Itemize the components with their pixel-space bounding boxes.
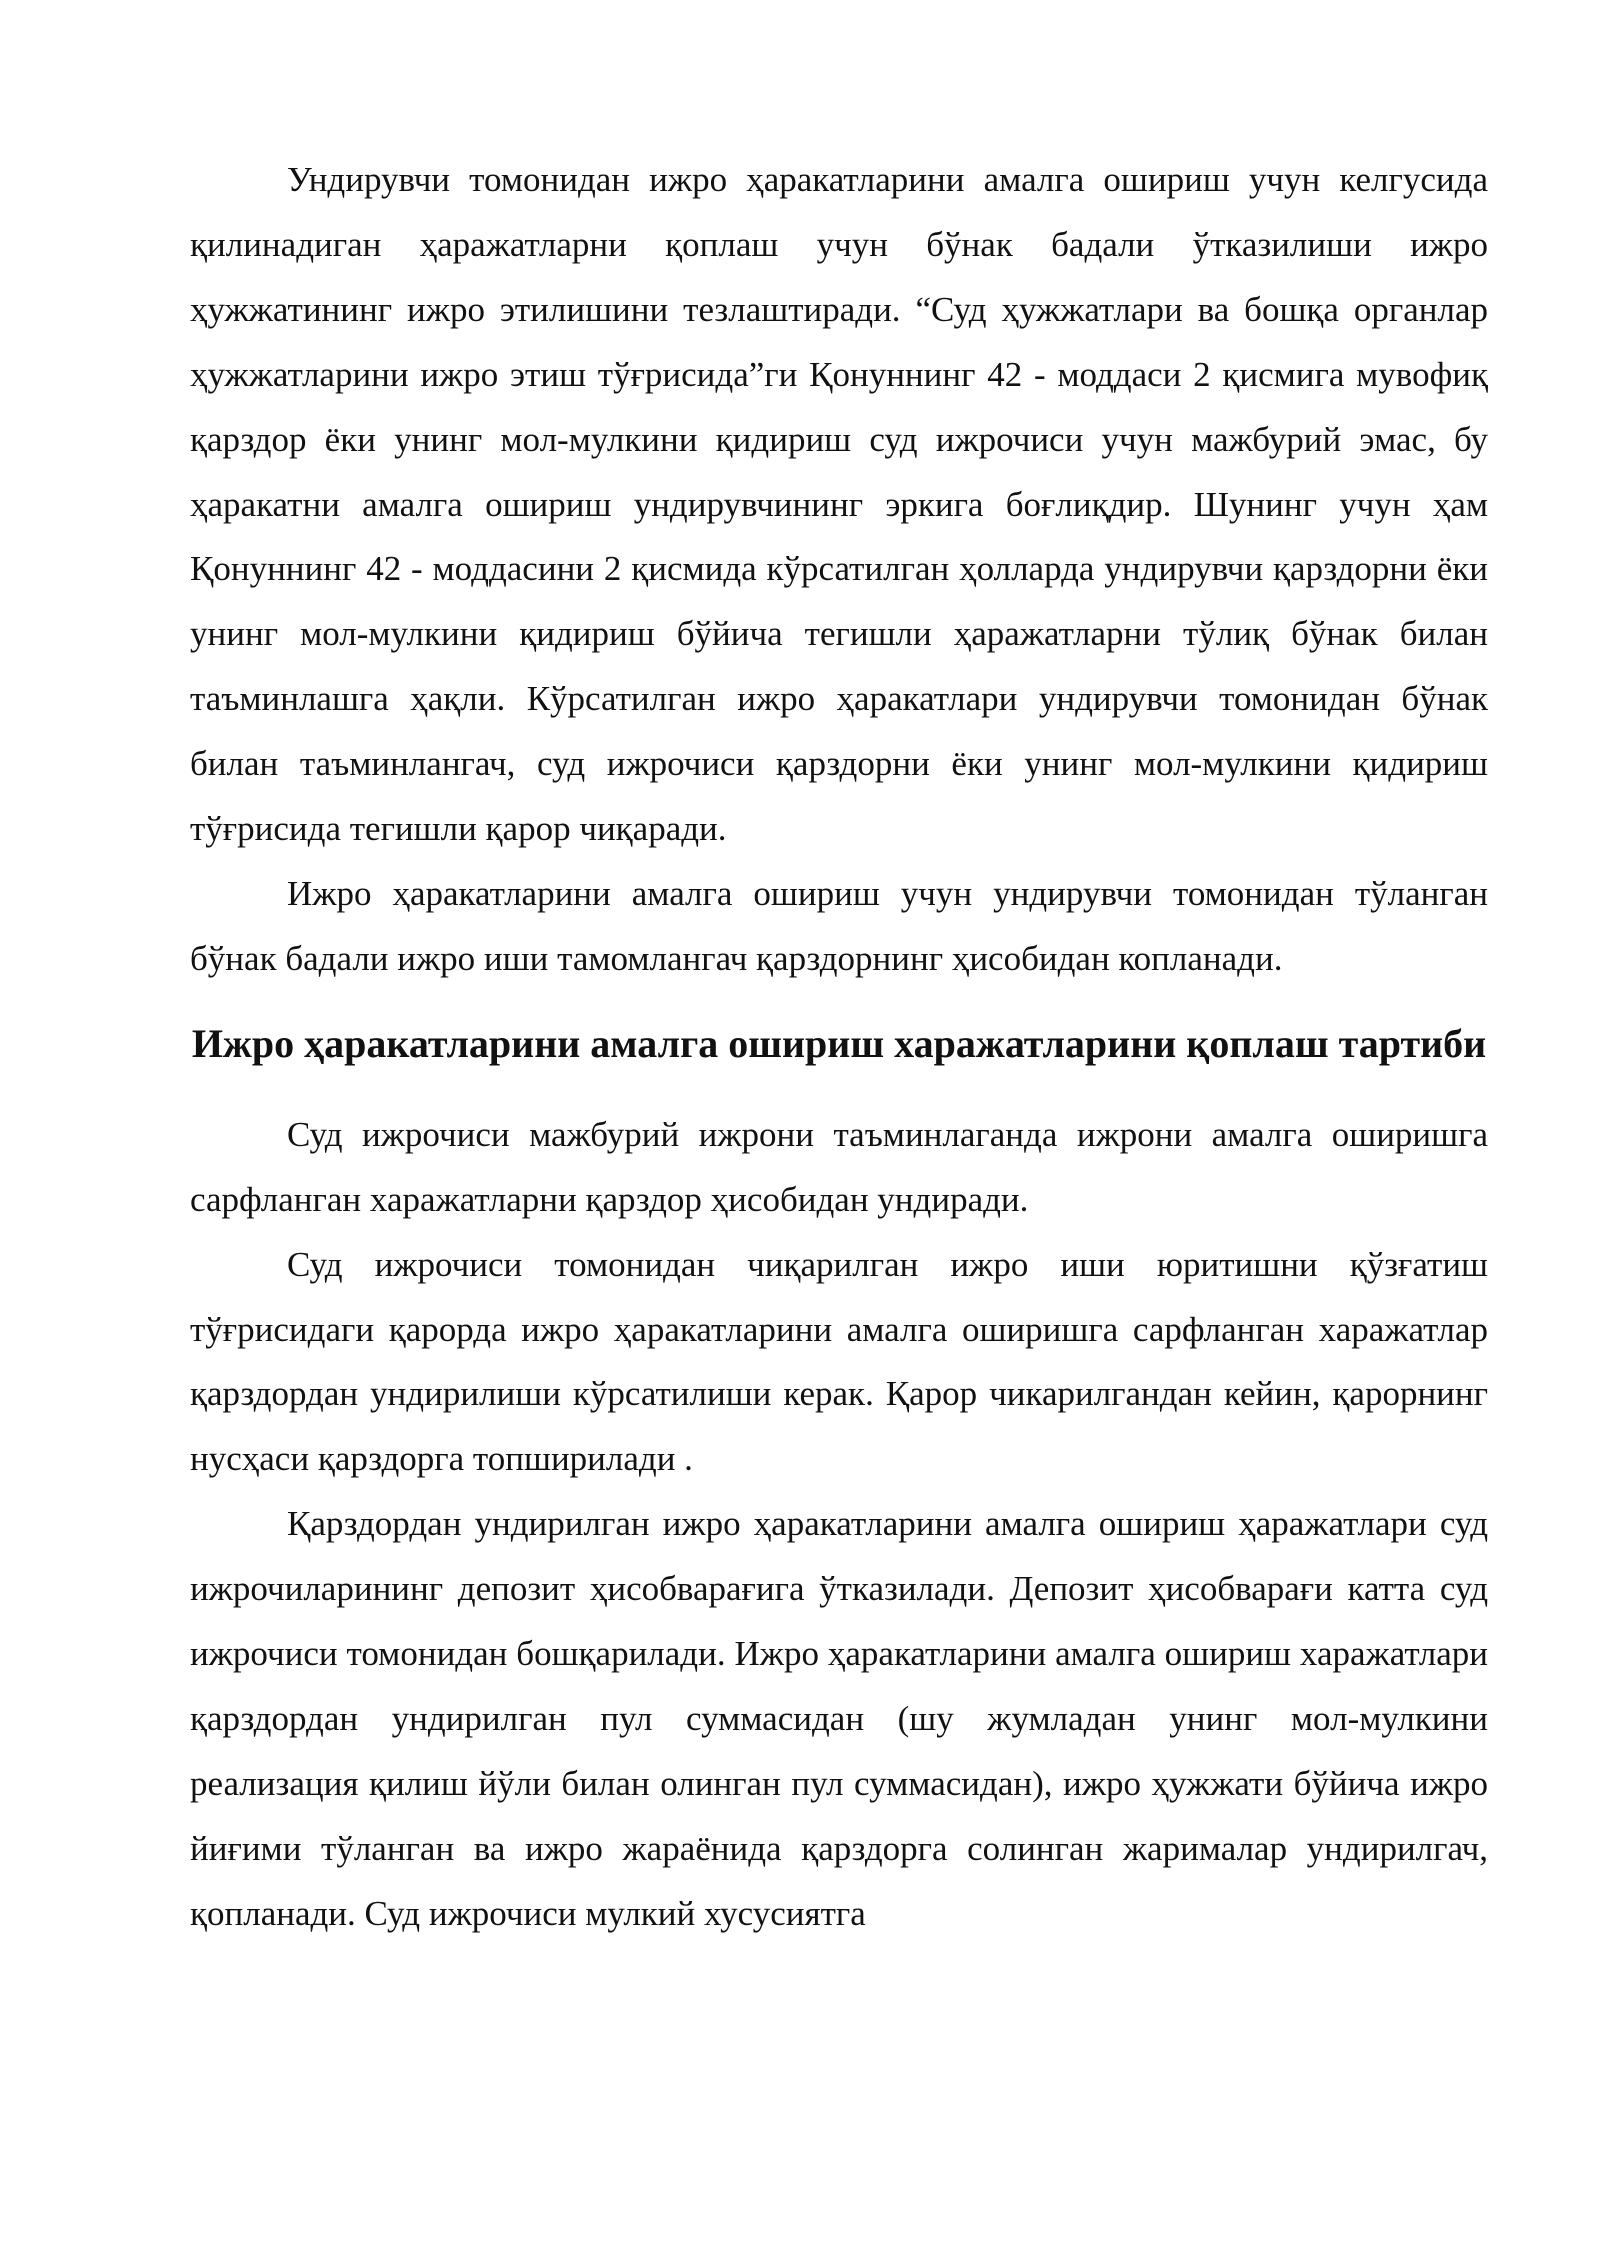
paragraph-expense-recovery: Суд ижрочиси мажбурий ижрони таъминлаганда ижрони амалга оширишга сарфланган харажатларни қарздор ҳисобидан ундиради.: [190, 1114, 1488, 1219]
paragraph-deposit-account: Қарздордан ундирилган ижро ҳаракатларини амалга ошириш ҳаражатлари суд ижрочиларининг депозит ҳисобварағига ўтказилади. Депозит ҳисобварағи катта суд ижрочиси томонидан бошқарилади. Ижро ҳаракатларини амалга ошириш харажатлари қарздордан ундирилган пул суммасидан (шу жумладан унинг мол-мулкини реализация қилиш йўли билан олинган пул суммасидан), ижро ҳужжати бўйича ижро йиғими тўланган ва ижро жараёнида қарздорга солинган жарималар ундирилгач, қопланади. Суд ижрочиси мулкий хусусиятга: [190, 1504, 1488, 1933]
paragraph-advance-payment: Ундирувчи томонидан ижро ҳаракатларини амалга ошириш учун келгусида қилинадиган ҳаражатларни қоплаш учун бўнак бадали ўтказилиши ижро ҳужжатининг ижро этилишини тезлаштиради. “Суд ҳужжатлари ва бошқа органлар ҳужжатларини ижро этиш тўғрисида”ги Қонуннинг 42 - моддаси 2 қисмига мувофиқ қарздор ёки унинг мол-мулкини қидириш суд ижрочиси учун мажбурий эмас, бу ҳаракатни амалга ошириш ундирувчининг эркига боғлиқдир. Шунинг учун ҳам Қонуннинг 42 - моддасини 2 қисмида кўрсатилган ҳолларда ундирувчи қарздорни ёки унинг мол-мулкини қидириш бўйича тегишли ҳаражатларни тўлиқ бўнак билан таъминлашга ҳақли. Кўрсатилган ижро ҳаракатлари ундирувчи томонидан бўнак билан таъминлангач, суд ижрочиси қарздорни ёки унинг мол-мулкини қидириш тўғрисида тегишли қарор чиқаради.: [190, 160, 1488, 849]
document-page: [190, 148, 1488, 1947]
section-heading: Ижро ҳаракатларини амалга ошириш харажатларини қоплаш тартиби: [191, 1020, 1487, 1066]
paragraph-decision-notice: Суд ижрочиси томонидан чиқарилган ижро иши юритишни қўзғатиш тўғрисидаги қарорда ижро ҳаракатларини амалга оширишга сарфланган харажатлар қарздордан ундирилиши кўрсатилиши керак. Қарор чикарилгандан кейин, қарорнинг нусҳаси қарздорга топширилади .: [190, 1244, 1488, 1479]
paragraph-advance-refund: Ижро ҳаракатларини амалга ошириш учун ундирувчи томонидан тўланган бўнак бадали ижро иши тамомлангач қарздорнинг ҳисобидан копланади.: [190, 873, 1488, 978]
